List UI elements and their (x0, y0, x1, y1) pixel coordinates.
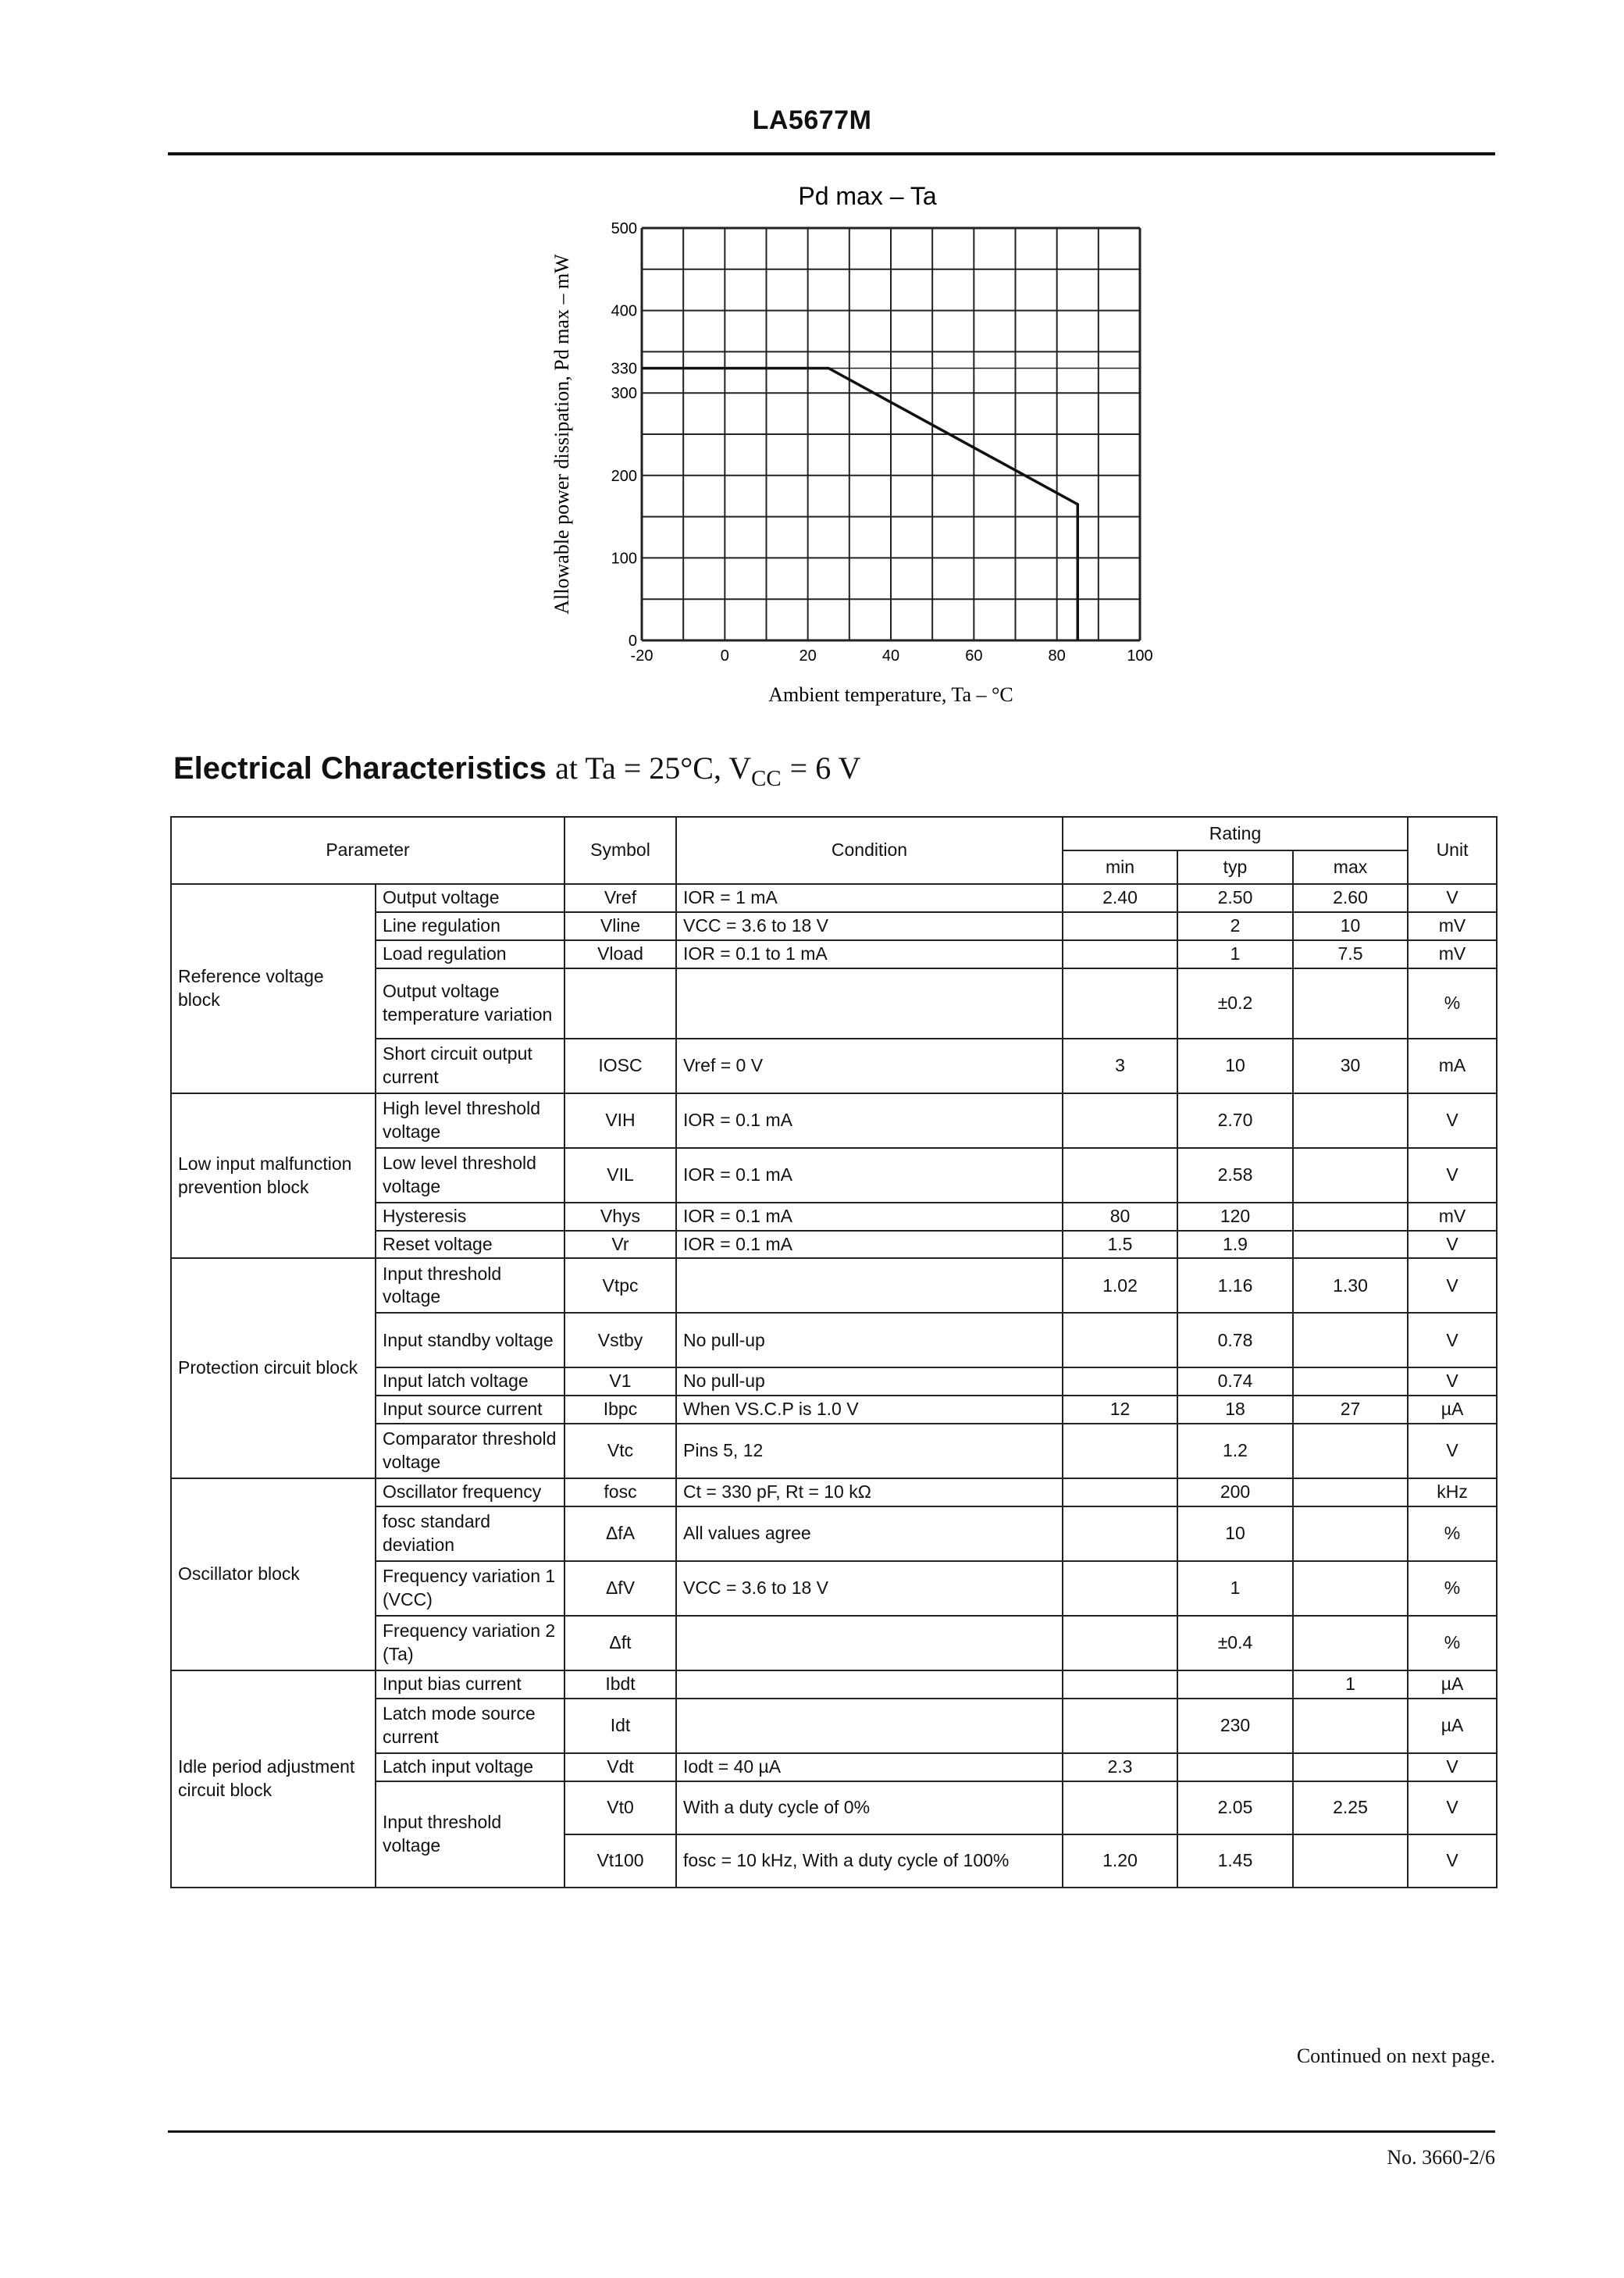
min-cell (1063, 1148, 1177, 1203)
min-cell (1063, 1478, 1177, 1506)
header-unit: Unit (1408, 817, 1497, 884)
condition-cell: No pull-up (676, 1313, 1063, 1367)
min-cell (1063, 1367, 1177, 1396)
param-cell: Frequency variation 1 (VCC) (376, 1561, 564, 1616)
x-axis-label: Ambient temperature, Ta – °C (768, 683, 1013, 706)
footer-rule (168, 2130, 1495, 2133)
chart-svg (468, 172, 1171, 718)
condition-cell: All values agree (676, 1506, 1063, 1561)
min-cell (1063, 1424, 1177, 1478)
typ-cell: 2.50 (1177, 884, 1293, 912)
typ-cell: 18 (1177, 1396, 1293, 1424)
electrical-characteristics-table (170, 816, 1498, 1888)
min-cell (1063, 1313, 1177, 1367)
symbol-cell: ΔfA (564, 1506, 676, 1561)
min-cell (1063, 968, 1177, 1039)
group-name: Low input malfunction prevention block (171, 1093, 376, 1259)
condition-cell: Pins 5, 12 (676, 1424, 1063, 1478)
unit-cell: µA (1408, 1699, 1497, 1753)
symbol-cell: Vtc (564, 1424, 676, 1478)
unit-cell: % (1408, 1616, 1497, 1670)
param-cell: Input source current (376, 1396, 564, 1424)
header-typ: typ (1177, 850, 1293, 884)
unit-cell: V (1408, 1753, 1497, 1781)
max-cell (1293, 968, 1408, 1039)
condition-cell (676, 1670, 1063, 1699)
param-cell: Latch input voltage (376, 1753, 564, 1781)
typ-cell: 0.74 (1177, 1367, 1293, 1396)
y-tick-label: 500 (611, 220, 637, 237)
table-row (171, 1258, 1497, 1313)
typ-cell: ±0.2 (1177, 968, 1293, 1039)
symbol-cell: V1 (564, 1367, 676, 1396)
y-tick-label: 300 (611, 385, 637, 403)
min-cell (1063, 1781, 1177, 1834)
min-cell (1063, 1561, 1177, 1616)
unit-cell: V (1408, 1148, 1497, 1203)
section-title-at: at Ta = 25°C, V (555, 750, 752, 786)
section-title-end: = 6 V (789, 750, 861, 786)
typ-cell: 1.16 (1177, 1258, 1293, 1313)
min-cell: 12 (1063, 1396, 1177, 1424)
symbol-cell: Vt0 (564, 1781, 676, 1834)
max-cell: 1.30 (1293, 1258, 1408, 1313)
unit-cell: V (1408, 1367, 1497, 1396)
unit-cell: V (1408, 1781, 1497, 1834)
symbol-cell: ΔfV (564, 1561, 676, 1616)
group-name: Oscillator block (171, 1478, 376, 1670)
unit-cell: V (1408, 1258, 1497, 1313)
param-cell: Load regulation (376, 940, 564, 968)
min-cell (1063, 1093, 1177, 1148)
min-cell: 1.02 (1063, 1258, 1177, 1313)
unit-cell: % (1408, 1561, 1497, 1616)
max-cell (1293, 1367, 1408, 1396)
min-cell (1063, 940, 1177, 968)
header-min: min (1063, 850, 1177, 884)
header-parameter: Parameter (171, 817, 564, 884)
unit-cell: % (1408, 968, 1497, 1039)
symbol-cell: Vdt (564, 1753, 676, 1781)
param-cell: Comparator threshold voltage (376, 1424, 564, 1478)
section-title-sub: CC (751, 766, 782, 791)
table-header-row (171, 817, 1497, 850)
typ-cell: 0.78 (1177, 1313, 1293, 1367)
x-tick-label: 60 (965, 647, 983, 665)
max-cell (1293, 1834, 1408, 1888)
condition-cell (676, 1616, 1063, 1670)
typ-cell: 2.70 (1177, 1093, 1293, 1148)
param-cell: Input standby voltage (376, 1313, 564, 1367)
y-tick-label: 0 (628, 633, 637, 650)
condition-cell (676, 968, 1063, 1039)
unit-cell: V (1408, 1424, 1497, 1478)
symbol-cell: VIH (564, 1093, 676, 1148)
condition-cell: IOR = 1 mA (676, 884, 1063, 912)
page-number: No. 3660-2/6 (1387, 2146, 1495, 2169)
max-cell (1293, 1231, 1408, 1259)
continued-note: Continued on next page. (1296, 2044, 1495, 2067)
param-cell: Latch mode source current (376, 1699, 564, 1753)
symbol-cell: Vload (564, 940, 676, 968)
section-title (173, 750, 860, 792)
max-cell: 10 (1293, 912, 1408, 940)
condition-cell: Vref = 0 V (676, 1039, 1063, 1093)
typ-cell: 2.58 (1177, 1148, 1293, 1203)
condition-cell: IOR = 0.1 mA (676, 1148, 1063, 1203)
x-tick-label: 40 (881, 647, 900, 665)
condition-cell: With a duty cycle of 0% (676, 1781, 1063, 1834)
symbol-cell: IOSC (564, 1039, 676, 1093)
param-cell: Input bias current (376, 1670, 564, 1699)
unit-cell: µA (1408, 1396, 1497, 1424)
param-cell: Frequency variation 2 (Ta) (376, 1616, 564, 1670)
param-cell: Output voltage temperature variation (376, 968, 564, 1039)
max-cell: 1 (1293, 1670, 1408, 1699)
unit-cell: V (1408, 884, 1497, 912)
param-cell: Line regulation (376, 912, 564, 940)
unit-cell: mV (1408, 912, 1497, 940)
chart-title: Pd max – Ta (798, 182, 937, 210)
table-row (171, 1478, 1497, 1506)
param-cell: fosc standard deviation (376, 1506, 564, 1561)
condition-cell: Iodt = 40 µA (676, 1753, 1063, 1781)
max-cell (1293, 1561, 1408, 1616)
typ-cell (1177, 1753, 1293, 1781)
max-cell (1293, 1148, 1408, 1203)
x-tick-label: 80 (1048, 647, 1066, 665)
symbol-cell (564, 968, 676, 1039)
section-title-bold: Electrical Characteristics (173, 751, 547, 786)
x-tick-label: -20 (630, 647, 654, 665)
symbol-cell: Vtpc (564, 1258, 676, 1313)
max-cell: 2.60 (1293, 884, 1408, 912)
min-cell: 2.3 (1063, 1753, 1177, 1781)
min-cell: 80 (1063, 1203, 1177, 1231)
max-cell (1293, 1093, 1408, 1148)
min-cell (1063, 1616, 1177, 1670)
x-tick-label: 0 (720, 647, 729, 665)
min-cell: 2.40 (1063, 884, 1177, 912)
unit-cell: kHz (1408, 1478, 1497, 1506)
symbol-cell: Ibdt (564, 1670, 676, 1699)
table-row (171, 1670, 1497, 1699)
param-cell: Hysteresis (376, 1203, 564, 1231)
typ-cell: 10 (1177, 1039, 1293, 1093)
symbol-cell: Vstby (564, 1313, 676, 1367)
header-rating: Rating (1063, 817, 1408, 850)
x-tick-label: 20 (799, 647, 817, 665)
condition-cell: VCC = 3.6 to 18 V (676, 1561, 1063, 1616)
max-cell (1293, 1699, 1408, 1753)
min-cell (1063, 912, 1177, 940)
table-body (171, 884, 1497, 1888)
condition-cell: VCC = 3.6 to 18 V (676, 912, 1063, 940)
symbol-cell: Vline (564, 912, 676, 940)
group-name: Reference voltage block (171, 884, 376, 1093)
unit-cell: V (1408, 1834, 1497, 1888)
max-cell (1293, 1313, 1408, 1367)
typ-cell: 2.05 (1177, 1781, 1293, 1834)
header-rule (168, 152, 1495, 155)
param-cell: Low level threshold voltage (376, 1148, 564, 1203)
y-tick-label: 330 (611, 360, 637, 378)
header-symbol: Symbol (564, 817, 676, 884)
unit-cell: mA (1408, 1039, 1497, 1093)
max-cell: 7.5 (1293, 940, 1408, 968)
y-tick-label: 100 (611, 550, 637, 568)
min-cell: 1.5 (1063, 1231, 1177, 1259)
param-cell: Oscillator frequency (376, 1478, 564, 1506)
max-cell (1293, 1506, 1408, 1561)
symbol-cell: Ibpc (564, 1396, 676, 1424)
part-number-header: LA5677M (752, 105, 872, 135)
unit-cell: µA (1408, 1670, 1497, 1699)
unit-cell: V (1408, 1313, 1497, 1367)
condition-cell: Ct = 330 pF, Rt = 10 kΩ (676, 1478, 1063, 1506)
min-cell (1063, 1670, 1177, 1699)
condition-cell: IOR = 0.1 mA (676, 1203, 1063, 1231)
symbol-cell: Vr (564, 1231, 676, 1259)
condition-cell: IOR = 0.1 mA (676, 1231, 1063, 1259)
condition-cell (676, 1258, 1063, 1313)
symbol-cell: VIL (564, 1148, 676, 1203)
pd-max-chart (468, 172, 1171, 718)
typ-cell: 10 (1177, 1506, 1293, 1561)
unit-cell: mV (1408, 940, 1497, 968)
param-cell: Input threshold voltage (376, 1258, 564, 1313)
y-tick-label: 200 (611, 467, 637, 485)
group-name: Protection circuit block (171, 1258, 376, 1478)
group-name: Idle period adjustment circuit block (171, 1670, 376, 1888)
table-row (171, 1093, 1497, 1148)
max-cell: 30 (1293, 1039, 1408, 1093)
typ-cell: 1.2 (1177, 1424, 1293, 1478)
max-cell: 2.25 (1293, 1781, 1408, 1834)
symbol-cell: Idt (564, 1699, 676, 1753)
typ-cell: 2 (1177, 912, 1293, 940)
condition-cell: When VS.C.P is 1.0 V (676, 1396, 1063, 1424)
typ-cell: 1.9 (1177, 1231, 1293, 1259)
max-cell (1293, 1203, 1408, 1231)
param-cell: Short circuit output current (376, 1039, 564, 1093)
min-cell: 3 (1063, 1039, 1177, 1093)
condition-cell (676, 1699, 1063, 1753)
typ-cell: 120 (1177, 1203, 1293, 1231)
param-cell: Reset voltage (376, 1231, 564, 1259)
typ-cell (1177, 1670, 1293, 1699)
symbol-cell: Vhys (564, 1203, 676, 1231)
condition-cell: IOR = 0.1 to 1 mA (676, 940, 1063, 968)
condition-cell: No pull-up (676, 1367, 1063, 1396)
typ-cell: ±0.4 (1177, 1616, 1293, 1670)
unit-cell: V (1408, 1093, 1497, 1148)
typ-cell: 1.45 (1177, 1834, 1293, 1888)
typ-cell: 230 (1177, 1699, 1293, 1753)
typ-cell: 1 (1177, 940, 1293, 968)
unit-cell: mV (1408, 1203, 1497, 1231)
unit-cell: V (1408, 1231, 1497, 1259)
header-max: max (1293, 850, 1408, 884)
symbol-cell: Vt100 (564, 1834, 676, 1888)
symbol-cell: fosc (564, 1478, 676, 1506)
condition-cell: IOR = 0.1 mA (676, 1093, 1063, 1148)
param-cell: Input threshold voltage (376, 1781, 564, 1888)
table-row (171, 884, 1497, 912)
typ-cell: 200 (1177, 1478, 1293, 1506)
header-condition: Condition (676, 817, 1063, 884)
min-cell: 1.20 (1063, 1834, 1177, 1888)
symbol-cell: Vref (564, 884, 676, 912)
param-cell: Input latch voltage (376, 1367, 564, 1396)
typ-cell: 1 (1177, 1561, 1293, 1616)
unit-cell: % (1408, 1506, 1497, 1561)
max-cell (1293, 1616, 1408, 1670)
param-cell: Output voltage (376, 884, 564, 912)
min-cell (1063, 1506, 1177, 1561)
max-cell (1293, 1424, 1408, 1478)
max-cell (1293, 1478, 1408, 1506)
x-tick-label: 100 (1127, 647, 1153, 665)
min-cell (1063, 1699, 1177, 1753)
condition-cell: fosc = 10 kHz, With a duty cycle of 100% (676, 1834, 1063, 1888)
max-cell: 27 (1293, 1396, 1408, 1424)
max-cell (1293, 1753, 1408, 1781)
symbol-cell: Δft (564, 1616, 676, 1670)
y-tick-label: 400 (611, 302, 637, 320)
y-axis-label: Allowable power dissipation, Pd max – mW (550, 254, 573, 615)
param-cell: High level threshold voltage (376, 1093, 564, 1148)
